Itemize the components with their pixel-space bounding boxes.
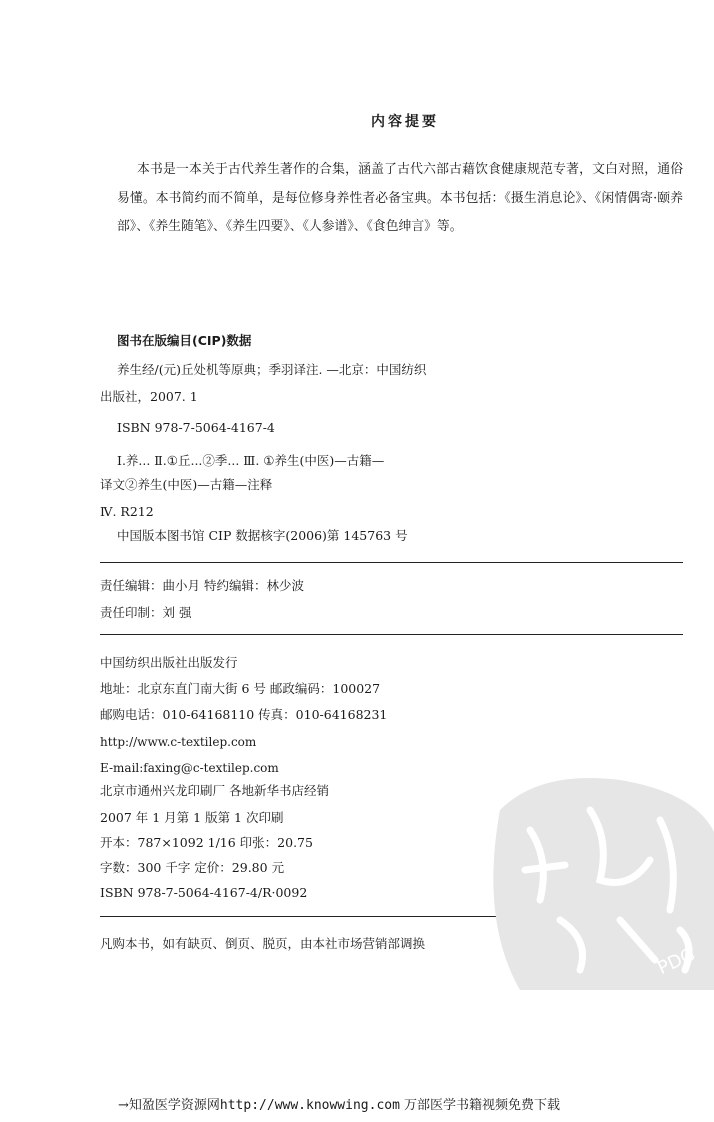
divider bbox=[100, 562, 683, 563]
publisher-line: 开本：787×1092 1/16 印张：20.75 bbox=[100, 835, 313, 850]
publisher-line: ISBN 978-7-5064-4167-4/R·0092 bbox=[100, 885, 308, 900]
cip-line: 中国版本图书馆 CIP 数据核字(2006)第 145763 号 bbox=[117, 528, 408, 543]
publisher-line: 地址：北京东直门南大街 6 号 邮政编码：100027 bbox=[100, 681, 381, 696]
editors-line: 责任编辑：曲小月 特约编辑：林少波 bbox=[100, 578, 304, 593]
publisher-email: E-mail:faxing@c-textilep.com bbox=[100, 761, 279, 775]
footer-prefix: →知盈医学资源网 bbox=[118, 1098, 220, 1113]
cip-line: ISBN 978-7-5064-4167-4 bbox=[117, 420, 275, 435]
cip-line: Ⅰ.养... Ⅱ.①丘...②季... Ⅲ. ①养生(中医)—古籍— bbox=[117, 453, 385, 468]
publisher-line: 字数：300 千字 定价：29.80 元 bbox=[100, 860, 285, 875]
summary-title: 内容提要 bbox=[371, 114, 439, 130]
editors-line: 责任印制：刘 强 bbox=[100, 605, 192, 620]
cip-line: 译文②养生(中医)—古籍—注释 bbox=[100, 477, 273, 492]
cip-line: 出版社，2007. 1 bbox=[100, 389, 198, 404]
cip-line: Ⅳ. R212 bbox=[100, 504, 154, 519]
footer-link[interactable]: http://www.knowwing.com bbox=[219, 1098, 400, 1113]
publisher-line: 2007 年 1 月第 1 版第 1 次印刷 bbox=[100, 810, 284, 825]
divider bbox=[100, 634, 683, 635]
footer-suffix: 万部医学书籍视频免费下载 bbox=[399, 1098, 561, 1113]
publisher-line: 邮购电话：010-64168110 传真：010-64168231 bbox=[100, 707, 388, 722]
svg-text:PDG: PDG bbox=[654, 943, 699, 980]
cip-heading: 图书在版编目(CIP)数据 bbox=[117, 333, 252, 348]
summary-paragraph: 本书是一本关于古代养生著作的合集，涵盖了古代六部古藉饮食健康规范专著，文白对照，通俗易懂。本书简约而不简单，是每位修身养性者必备宝典。本书包括：《摄生消息论》、《闲情偶寄·颐养部》、《养生随笔》、《养生四要》、《人参谱》、《食色绅言》等。 bbox=[117, 162, 683, 234]
publisher-line: 中国纺织出版社出版发行 bbox=[100, 655, 238, 670]
cip-line: 养生经/(元)丘处机等原典；季羽译注. —北京：中国纺织 bbox=[117, 362, 427, 377]
publisher-url: http://www.c-textilep.com bbox=[100, 735, 257, 749]
pdg-watermark-stamp bbox=[480, 770, 714, 990]
notice: 凡购本书，如有缺页、倒页、脱页，由本社市场营销部调换 bbox=[100, 936, 426, 951]
publisher-line: 北京市通州兴龙印刷厂 各地新华书店经销 bbox=[100, 783, 329, 798]
footer-banner bbox=[118, 1094, 560, 1113]
